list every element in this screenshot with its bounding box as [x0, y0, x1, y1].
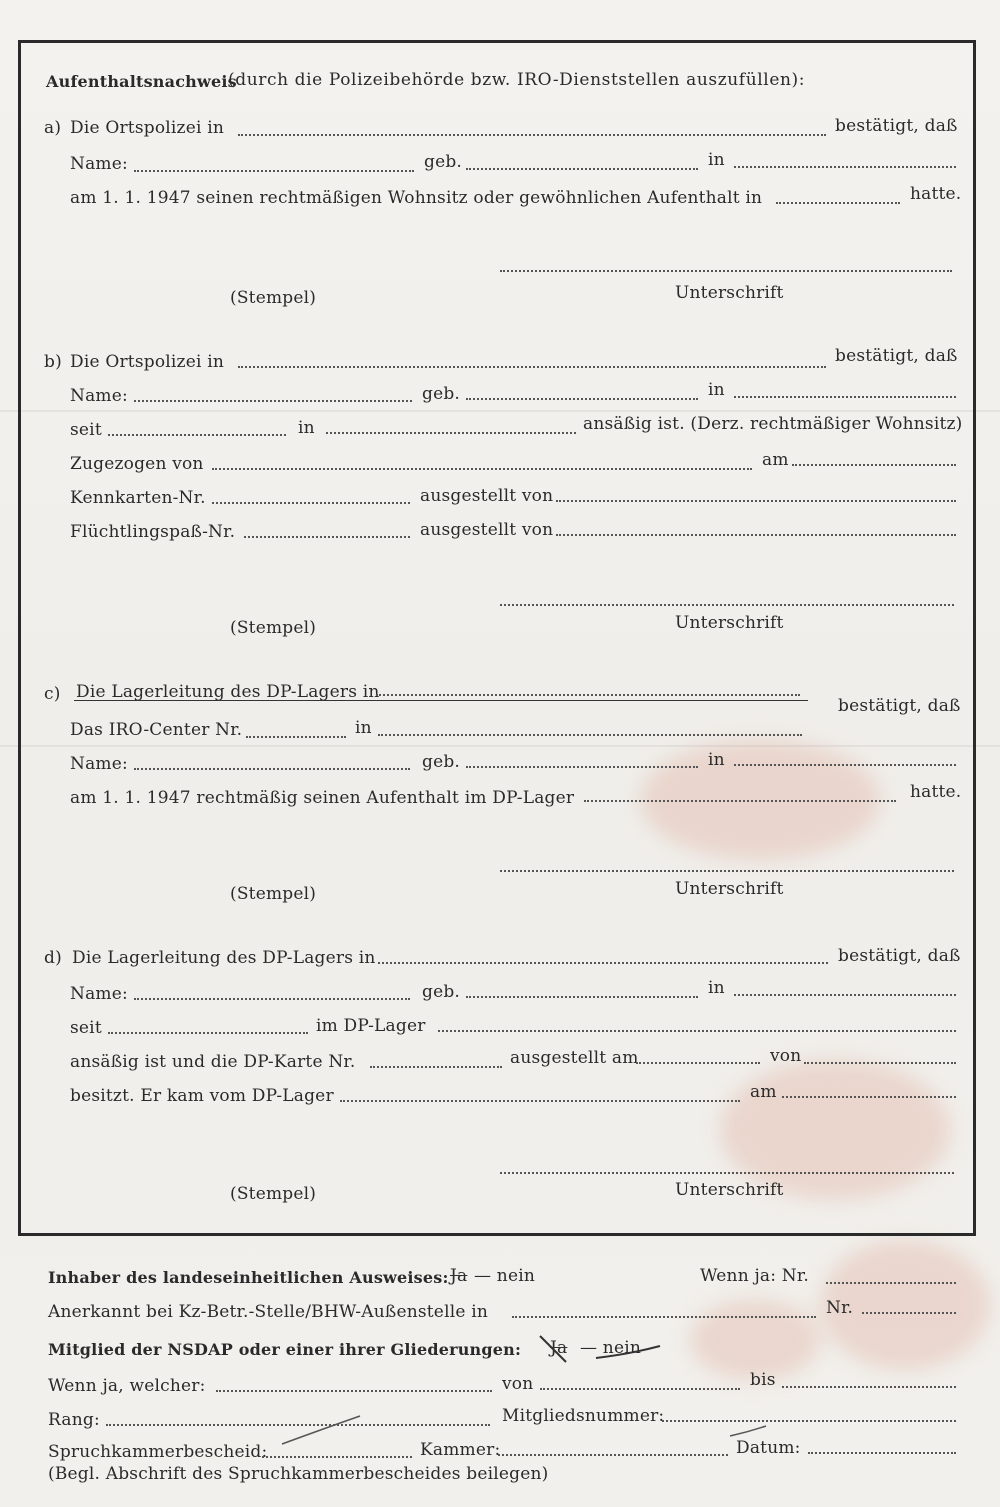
section-c-bestaetigt: bestätigt, daß [838, 696, 961, 716]
section-d-ausgestellt-am-field[interactable] [636, 1062, 760, 1064]
section-a-unterschrift: Unterschrift [675, 283, 784, 303]
section-a-geb-label: geb. [424, 152, 463, 172]
section-d-unterschrift: Unterschrift [675, 1180, 784, 1200]
section-d-seit-label: seit [70, 1018, 102, 1038]
section-d-am-label: am [750, 1082, 777, 1102]
section-b-in-label: in [708, 380, 725, 400]
section-d-lager-field[interactable] [378, 962, 828, 964]
section-b-name-field[interactable] [134, 400, 412, 402]
anerkannt-ort-field[interactable] [512, 1316, 816, 1318]
anerkannt-nr-field[interactable] [862, 1312, 956, 1314]
datum-field[interactable] [808, 1452, 956, 1454]
section-c-marker: c) [44, 684, 61, 704]
section-b-geb-label: geb. [422, 384, 461, 404]
section-c-unterschrift: Unterschrift [675, 879, 784, 899]
section-d-im-lager-field[interactable] [438, 1030, 956, 1032]
section-d-seit-field[interactable] [108, 1032, 308, 1034]
section-d-besitzt: besitzt. Er kam vom DP-Lager [70, 1086, 334, 1106]
section-b-in2-label: in [298, 418, 315, 438]
rang-strike-mark [282, 1416, 360, 1444]
section-a-ortspolizei: Die Ortspolizei in [70, 118, 224, 138]
von-label: von [502, 1374, 534, 1394]
section-d-geb-label: geb. [422, 982, 461, 1002]
section-d-am-field[interactable] [782, 1096, 956, 1098]
inhaber-nein-option[interactable]: — nein [474, 1266, 535, 1286]
section-d-dp-karte-field[interactable] [370, 1066, 502, 1068]
section-b-ausgestellt1: ausgestellt von [420, 486, 554, 506]
form-title: Aufenthaltsnachweis [46, 72, 237, 91]
section-b-birthplace-field[interactable] [734, 396, 956, 398]
section-d-lagerleitung: Die Lagerleitung des DP-Lagers in [72, 948, 376, 968]
section-b-ausgestellt2-field[interactable] [556, 534, 956, 536]
section-d-in-label: in [708, 978, 725, 998]
mitglied-ja-option[interactable] [550, 1338, 567, 1358]
section-b-fluechtling-label: Flüchtlingspaß-Nr. [70, 522, 236, 542]
mitgliedsnummer-field[interactable] [662, 1420, 956, 1422]
section-c-geb-label: geb. [422, 752, 461, 772]
section-b-ansaessig: ansäßig ist. (Derz. rechtmäßiger Wohnsitz) [583, 414, 963, 434]
section-c-in-label: in [355, 718, 372, 738]
inhaber-ja-option[interactable] [450, 1266, 467, 1286]
stain [690, 1300, 820, 1380]
section-a-birthplace-field[interactable] [734, 166, 956, 168]
anerkannt-nr-label: Nr. [826, 1298, 854, 1318]
mitglied-label: Mitglied der NSDAP oder einer ihrer Gliederungen: [48, 1340, 522, 1359]
datum-label: Datum: [736, 1438, 801, 1458]
section-b-ausgestellt1-field[interactable] [556, 500, 956, 502]
spruchkammer-label: Spruchkammerbescheid: [48, 1442, 268, 1462]
section-a-ort-field[interactable] [238, 134, 826, 136]
section-a-in-label: in [708, 150, 725, 170]
section-b-am-field[interactable] [792, 464, 956, 466]
inhaber-label: Inhaber des landeseinheitlichen Ausweises: [48, 1268, 449, 1287]
section-c-stempel: (Stempel) [230, 884, 317, 904]
section-d-stempel: (Stempel) [230, 1184, 317, 1204]
spruchkammer-field[interactable] [262, 1456, 412, 1458]
anerkannt-label: Anerkannt bei Kz-Betr.-Stelle/BHW-Außenstelle in [48, 1302, 488, 1322]
section-b-seit-field[interactable] [108, 434, 286, 436]
section-b-residence-field[interactable] [326, 432, 576, 434]
rang-label: Rang: [48, 1410, 100, 1430]
section-c-name-field[interactable] [134, 768, 410, 770]
section-c-iro-label: Das IRO-Center Nr. [70, 720, 243, 740]
section-d-ansaessig: ansäßig ist und die DP-Karte Nr. [70, 1052, 356, 1072]
section-d-von-field[interactable] [804, 1062, 956, 1064]
section-d-marker: d) [44, 948, 62, 968]
mitglied-nein-option[interactable]: — nein [580, 1338, 641, 1358]
section-b-bestaetigt: bestätigt, daß [835, 346, 958, 366]
section-d-im-lager: im DP-Lager [316, 1016, 426, 1036]
kammer-field[interactable] [498, 1454, 728, 1456]
section-c-hatte: hatte. [910, 782, 962, 802]
section-c-name-label: Name: [70, 754, 128, 774]
section-d-kam-vom-field[interactable] [340, 1100, 740, 1102]
section-b-signature-field[interactable] [500, 604, 954, 606]
section-c-lager-field[interactable] [376, 694, 800, 696]
bis-field[interactable] [782, 1386, 956, 1388]
section-c-birthplace-field[interactable] [734, 764, 956, 766]
section-d-signature-field[interactable] [500, 1172, 954, 1174]
section-d-geb-field[interactable] [466, 996, 698, 998]
wenn-ja-nr-label: Wenn ja: Nr. [700, 1266, 809, 1286]
section-d-birthplace-field[interactable] [734, 994, 956, 996]
section-a-hatte: hatte. [910, 184, 962, 204]
inhaber-ja-text: Ja [450, 1266, 468, 1286]
rang-field[interactable] [106, 1424, 490, 1426]
section-d-name-label: Name: [70, 984, 128, 1004]
datum-strike-mark [730, 1426, 766, 1436]
beglaubigt-note: (Begl. Abschrift des Spruchkammerbescheides beilegen) [48, 1464, 549, 1484]
section-a-bestaetigt: bestätigt, daß [835, 116, 958, 136]
section-b-kennkarten-label: Kennkarten-Nr. [70, 488, 206, 508]
bis-label: bis [750, 1370, 776, 1390]
kammer-label: Kammer: [420, 1440, 501, 1460]
section-b-ort-field[interactable] [238, 366, 826, 368]
section-b-marker: b) [44, 352, 62, 372]
section-c-underline [74, 700, 808, 701]
section-a-marker: a) [44, 118, 62, 138]
wenn-ja-welcher-label: Wenn ja, welcher: [48, 1376, 206, 1396]
section-b-fluechtling-field[interactable] [244, 536, 410, 538]
section-b-stempel: (Stempel) [230, 618, 317, 638]
section-b-zugezogen-label: Zugezogen von [70, 454, 204, 474]
section-a-stempel: (Stempel) [230, 288, 317, 308]
section-c-iro-field[interactable] [246, 736, 346, 738]
mitgliedsnummer-label: Mitgliedsnummer: [502, 1406, 665, 1426]
section-d-name-field[interactable] [134, 998, 410, 1000]
mitglied-ja-text: Ja [550, 1338, 568, 1358]
section-d-ausgestellt-am: ausgestellt am [510, 1048, 639, 1068]
section-a-signature-field[interactable] [500, 270, 952, 272]
section-b-geb-field[interactable] [466, 398, 698, 400]
section-c-lager-date-field[interactable] [584, 800, 896, 802]
section-c-signature-field[interactable] [500, 870, 954, 872]
section-a-residence-field[interactable] [776, 202, 900, 204]
section-b-name-label: Name: [70, 386, 128, 406]
section-d-von-label: von [770, 1046, 802, 1066]
section-c-lagerleitung: Die Lagerleitung des DP-Lagers in [76, 682, 380, 702]
welcher-field[interactable] [216, 1390, 492, 1392]
section-b-seit-label: seit [70, 420, 102, 440]
section-a-date-line: am 1. 1. 1947 seinen rechtmäßigen Wohnsitz oder gewöhnlichen Aufenthalt in [70, 188, 763, 208]
section-a-name-field[interactable] [134, 170, 414, 172]
section-b-ausgestellt2: ausgestellt von [420, 520, 554, 540]
section-a-geb-field[interactable] [466, 168, 698, 170]
section-c-iro-location-field[interactable] [378, 734, 802, 736]
section-c-in2-label: in [708, 750, 725, 770]
section-b-am-label: am [762, 450, 789, 470]
section-b-ortspolizei: Die Ortspolizei in [70, 352, 224, 372]
section-c-date-line: am 1. 1. 1947 rechtmäßig seinen Aufenthalt im DP-Lager [70, 788, 575, 808]
section-b-unterschrift: Unterschrift [675, 613, 784, 633]
section-c-geb-field[interactable] [466, 766, 698, 768]
section-a-name-label: Name: [70, 154, 128, 174]
von-field[interactable] [540, 1388, 740, 1390]
section-b-kennkarten-field[interactable] [212, 502, 410, 504]
form-subtitle: (durch die Polizeibehörde bzw. IRO-Dienststellen auszufüllen): [228, 70, 806, 90]
section-b-zugezogen-field[interactable] [212, 468, 752, 470]
section-d-bestaetigt: bestätigt, daß [838, 946, 961, 966]
ausweis-nr-field[interactable] [826, 1282, 956, 1284]
